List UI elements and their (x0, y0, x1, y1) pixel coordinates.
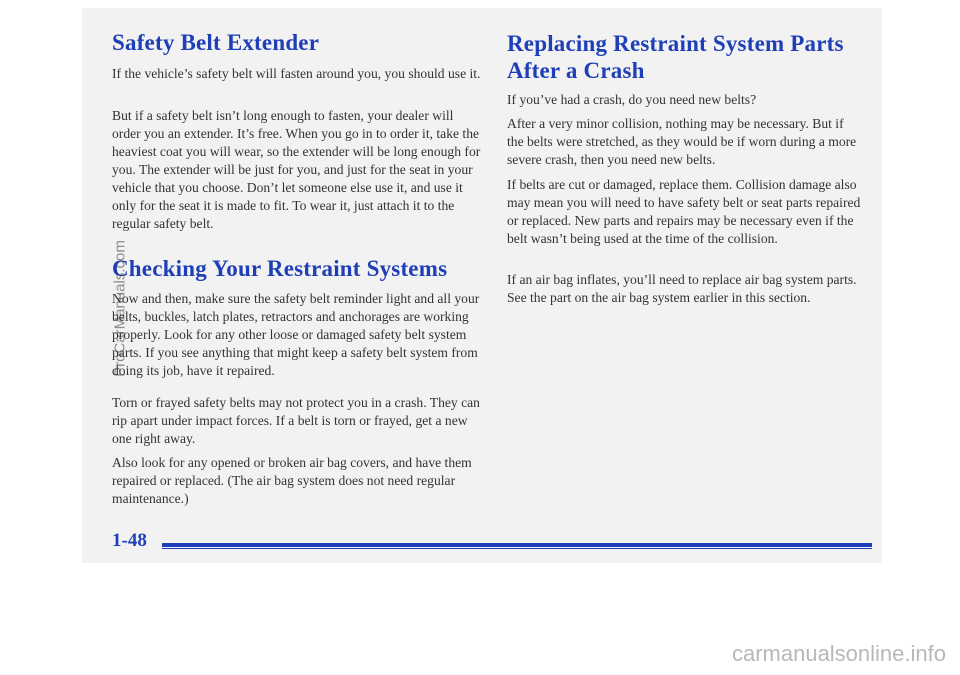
paragraph-minor-collision: After a very minor collision, nothing may be necessary. But if the belts were stretched, as they would be if worn during a more severe crash, then you need new belts. (507, 116, 857, 167)
side-watermark: ProCarManuals.com (111, 240, 129, 377)
paragraph-air-bag-inflates: If an air bag inflates, you’ll need to replace air bag system parts. See the part on the air bag system earlier in this section. (507, 272, 857, 305)
paragraph-extender-details: But if a safety belt isn’t long enough to fasten, your dealer will order you an extender. It’s free. When you go in to order it, take the heaviest coat you will wear, so the extender will be long enough for you. The extender will be just for you, and just for the seat in your vehicle that you choose. Don’t let someone else use it, and use it only for the seat it is made to fit. To wear it, just attach it to the regular safety belt. (112, 108, 481, 231)
paragraph-extender-intro: If the vehicle’s safety belt will fasten around you, you should use it. (112, 66, 481, 81)
paragraph-air-bag-covers: Also look for any opened or broken air bag covers, and have them repaired or replaced. (The air bag system does not need regular maintenance.) (112, 455, 472, 506)
footer-divider-thin (162, 548, 872, 549)
page-number: 1-48 (112, 530, 147, 551)
paragraph-check-belts: Now and then, make sure the safety belt reminder light and all your belts, buckles, latch plates, retractors and anchorages are working properly. Look for any other loose or damaged safety belt system parts. If you see anything that might keep a safety belt system from doing its job, have it repaired. (112, 291, 480, 378)
heading-replacing-parts: Replacing Restraint System Parts After a Crash (507, 31, 844, 83)
paragraph-need-new-belts: If you’ve had a crash, do you need new belts? (507, 92, 757, 107)
bottom-watermark: carmanualsonline.info (731, 641, 946, 666)
heading-checking-restraint-systems: Checking Your Restraint Systems (112, 256, 448, 281)
footer-divider (162, 543, 872, 547)
manual-page (82, 8, 882, 563)
paragraph-cut-belts: If belts are cut or damaged, replace them. Collision damage also may mean you will need to have safety belt or seat parts repaired or replaced. New parts and repairs may be necessary even if the belt wasn’t being used at the time of the collision. (507, 177, 861, 246)
heading-safety-belt-extender: Safety Belt Extender (112, 30, 320, 55)
paragraph-torn-belts: Torn or frayed safety belts may not protect you in a crash. They can rip apart under impact forces. If a belt is torn or frayed, get a new one right away. (112, 395, 480, 446)
